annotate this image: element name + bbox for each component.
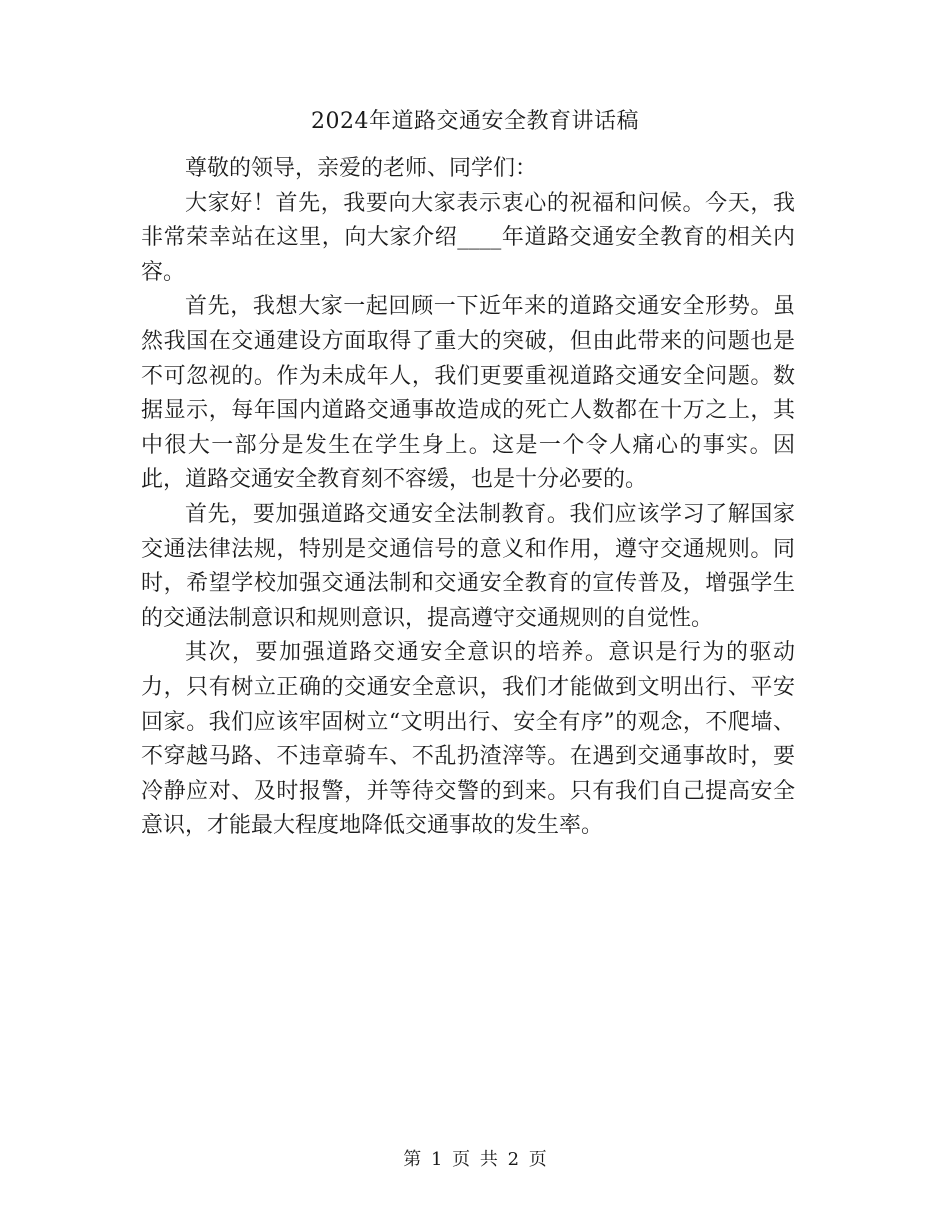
salutation-paragraph: 尊敬的领导，亲爱的老师、同学们： <box>185 156 538 181</box>
awareness-paragraph: 其次，要加强道路交通安全意识的培养。意识是行为的驱动力，只有树立正确的交通安全意识，我们才能做到文明出行、平安回家。我们应该牢固树立“文明出行、安全有序”的观念，不爬墙、不穿越马路、不违章骑车、不乱扔渣滓等。在遇到交通事故时，要冷静应对、及时报警，并等待交警的到来。只有我们自己提高安全意识，才能最大程度地降低交通事故的发生率。 <box>141 640 795 839</box>
legal-education-paragraph: 首先，要加强道路交通安全法制教育。我们应该学习了解国家交通法律法规，特别是交通信号的意义和作用，遵守交通规则。同时，希望学校加强交通法制和交通安全教育的宣传普及，增强学生的交通法制意识和规则意识，提高遵守交通规则的自觉性。 <box>141 501 795 631</box>
situation-paragraph: 首先，我想大家一起回顾一下近年来的道路交通安全形势。虽然我国在交通建设方面取得了重大的突破，但由此带来的问题也是不可忽视的。作为未成年人，我们更要重视道路交通安全问题。数据显示，每年国内道路交通事故造成的死亡人数都在十万之上，其中很大一部分是发生在学生身上。这是一个令人痛心的事实。因此，道路交通安全教育刻不容缓，也是十分必要的。 <box>141 294 795 493</box>
greeting-paragraph: 大家好！首先，我要向大家表示衷心的祝福和问候。今天，我非常荣幸站在这里，向大家介绍____年道路交通安全教育的相关内容。 <box>141 190 795 285</box>
document-title: 2024年道路交通安全教育讲话稿 <box>311 109 639 134</box>
page-number-footer: 第 1 页 共 2 页 <box>403 1149 547 1170</box>
document-body <box>141 152 795 844</box>
